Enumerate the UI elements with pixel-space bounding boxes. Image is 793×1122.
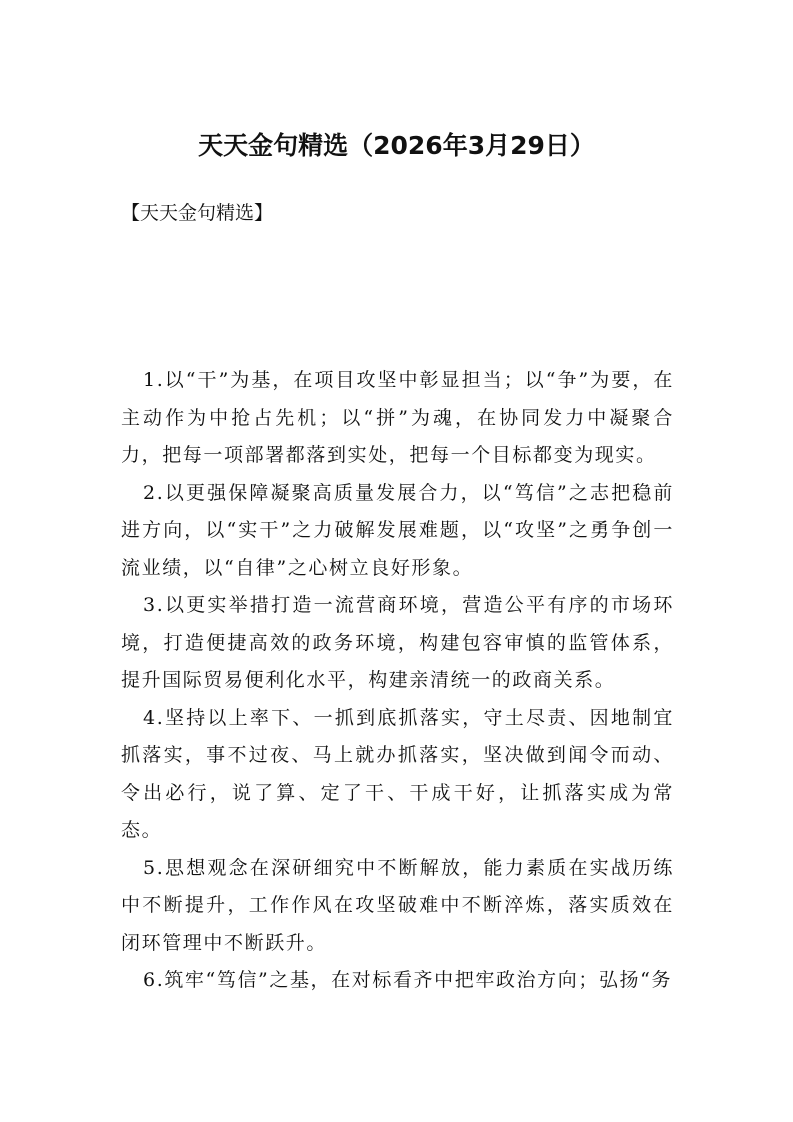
paragraph-3: 3.以更实举措打造一流营商环境，营造公平有序的市场环境，打造便捷高效的政务环境，构建包容审慎的监管体系，提升国际贸易便利化水平，构建亲清统一的政商关系。 [121,594,674,691]
section-label: 【天天金句精选】 [121,202,274,224]
paragraph-1: 1.以“干”为基，在项目攻坚中彰显担当；以“争”为要，在主动作为中抢占先机；以“拼”为魂，在协同发力中凝聚合力，把每一项部署都落到实处，把每一个目标都变为现实。 [121,369,674,466]
paragraph-6: 6.筑牢“笃信”之基，在对标看齐中把牢政治方向；弘扬“务 [143,969,673,991]
document-title: 天天金句精选（2026年3月29日） [198,131,595,160]
paragraph-5: 5.思想观念在深研细究中不断解放，能力素质在实战历练中不断提升，工作作风在攻坚破难中不断淬炼，落实质效在闭环管理中不断跃升。 [121,856,674,954]
paragraph-2: 2.以更强保障凝聚高质量发展合力，以“笃信”之志把稳前进方向，以“实干”之力破解发展难题，以“攻坚”之勇争创一流业绩，以“自律”之心树立良好形象。 [121,481,674,579]
document-body [121,362,674,1000]
paragraph-4: 4.坚持以上率下、一抓到底抓落实，守土尽责、因地制宜抓落实，事不过夜、马上就办抓落实，坚决做到闻令而动、令出必行，说了算、定了干、干成干好，让抓落实成为常态。 [121,706,674,841]
